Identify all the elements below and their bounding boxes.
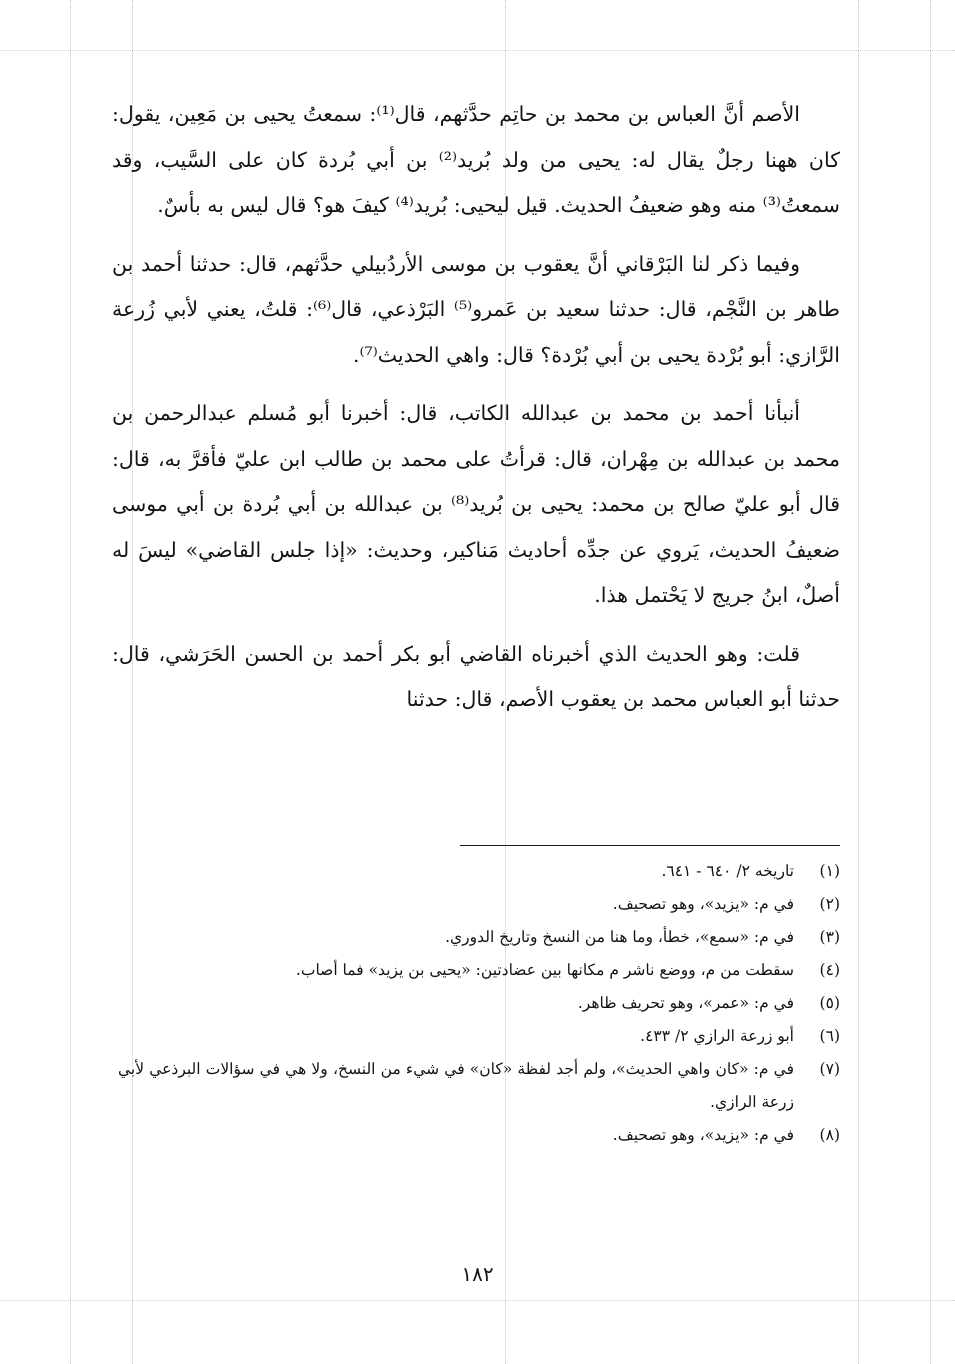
footnote-text: أبو زرعة الرازي ٢/ ٤٣٣.: [640, 1027, 794, 1045]
footnote-number: (١): [819, 862, 840, 880]
scan-guide-line: [930, 0, 931, 1364]
footnote: [118, 921, 840, 954]
scan-guide-line: [0, 50, 955, 51]
footnotes: [118, 855, 840, 1152]
footnote-number: (٢): [819, 895, 840, 913]
page-number: ١٨٢: [461, 1262, 494, 1286]
footnote-text: في م: «كان واهي الحديث»، ولم أجد لفظة «كان» في شيء من النسخ، ولا هي في سؤالات البرذعي لأبي زرعة الرازي.: [118, 1060, 794, 1111]
footnote: [118, 888, 840, 921]
footnote: [118, 1119, 840, 1152]
footnote-text: سقطت من م، ووضع ناشر م مكانها بين عضادتين: «يحيى بن يزيد» فما أصاب.: [295, 961, 794, 979]
footnote-number: (٣): [819, 928, 840, 946]
footnote-text: في م: «عمر»، وهو تحريف ظاهر.: [577, 994, 794, 1012]
footnote-text: تاريخه ٢/ ٦٤٠ - ٦٤١.: [661, 862, 794, 880]
footnote-number: (٥): [819, 994, 840, 1012]
scan-guide-line: [858, 0, 859, 1364]
footnote: [118, 987, 840, 1020]
paragraph: أنبأنا أحمد بن محمد بن عبدالله الكاتب، قال: أخبرنا أبو مُسلم عبدالرحمن بن محمد بن عبدالله بن مِهْران، قال: قرأتُ على محمد بن طالب ابن عليّ فأقرَّ به، قال: قال أبو عليّ صالح بن محمد: يحيى بن بُريد⁽⁸⁾ بن عبدالله بن أبي بُردة بن أبي موسى ضعيفُ الحديث، يَروي عن جدِّه أحاديث مَناكير، وحديث: «إذا جلس القاضي» ليسَ له أصلٌ، ابنُ جريج لا يَحْتمل هذا.: [112, 401, 840, 607]
footnote-text: في م: «يزيد»، وهو تصحيف.: [612, 895, 794, 913]
footnote-number: (٦): [819, 1027, 840, 1045]
footnote: [118, 954, 840, 987]
footnote-number: (٧): [819, 1060, 840, 1078]
footnote-separator: [460, 845, 840, 846]
main-text: [112, 92, 840, 723]
scan-guide-line: [0, 1300, 955, 1301]
paragraph: الأصم أنَّ العباس بن محمد بن حاتِم حدَّثهم، قال⁽¹⁾: سمعتُ يحيى بن مَعِين، يقول: كان ههنا رجلٌ يقال له: يحيى من ولد بُريد⁽²⁾ بن أبي بُردة كان على السَّيب، وقد سمعتُ⁽³⁾ منه وهو ضعيفُ الحديث. قيل ليحيى: بُريد⁽⁴⁾ كيفَ هو؟ قال ليس به بأسٌ.: [112, 102, 840, 217]
footnote: [118, 855, 840, 888]
footnote: [118, 1053, 840, 1119]
footnote: [118, 1020, 840, 1053]
footnote-number: (٤): [819, 961, 840, 979]
paragraph: قلت: وهو الحديث الذي أخبرناه القاضي أبو بكر أحمد بن الحسن الحَرَشي، قال: حدثنا أبو العباس محمد بن يعقوب الأصم، قال: حدثنا: [112, 641, 840, 711]
footnote-text: في م: «يزيد»، وهو تصحيف.: [612, 1126, 794, 1144]
scan-guide-line: [70, 0, 71, 1364]
footnote-text: في م: «سمع»، خطأ، وما هنا من النسخ وتاريخ الدوري.: [445, 928, 794, 946]
footnote-number: (٨): [819, 1126, 840, 1144]
paragraph: وفيما ذكر لنا البَرْقاني أنَّ يعقوب بن موسى الأردُبيلي حدَّثهم، قال: حدثنا أحمد بن طاهر بن النَّجْم، قال: حدثنا سعيد بن عَمرو⁽⁵⁾ البَرْذعي، قال⁽⁶⁾: قلتُ، يعني لأبي زُرعة الرَّازي: أبو بُرْدة يحيى بن أبي بُرْدة؟ قال: واهي الحديث⁽⁷⁾.: [112, 251, 841, 367]
